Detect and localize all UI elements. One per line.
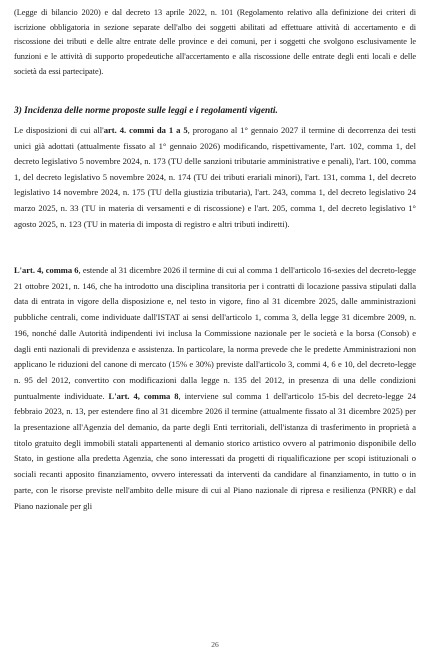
paragraph-art4-commi-6-8	[14, 263, 416, 514]
section-heading: 3) Incidenza delle norme proposte sulle leggi e i regolamenti vigenti.	[14, 106, 278, 116]
intro-paragraph: (Legge di bilancio 2020) e dal decreto 13 aprile 2022, n. 101 (Regolamento relativo alla definizione dei criteri di iscrizione obbligatoria in sezione separate dell'albo dei soggetti abilitati ad effettuare attività di accertamento e di riscossione dei tributi e delle altre entrate delle province e dei comuni, per i soggetti che svolgono esclusivamente le funzioni e le attività di supporto propedeutiche all'accertamento e alla riscossione delle entrate degli enti locali e delle società da essi partecipate).	[14, 8, 416, 76]
paragraph-art4-commi-1-5	[14, 123, 416, 232]
paragraph-text: Le disposizioni di cui all'	[14, 125, 104, 135]
article-reference: art. 4. commi da 1 a 5	[103, 125, 188, 135]
paragraph-text: , prorogano al 1° gennaio 2027 il termine di decorrenza dei testi unici già adottati (attualmente fissato al 1° gennaio 2026) modificando, rispettivamente, l'art. 102, comma 1, del decreto legislativo 5 novembre 2024, n. 173 (TU delle sanzioni tributarie amministrative e penali), l'art. 100, comma 1, del decreto legislativo 5 novembre 2024, n. 174 (TU dei tributi erariali minori), l'art. 131, comma 1, del decreto legislativo 14 novembre 2024, n. 175 (TU della giustizia tributaria), l'art. 243, comma 1, del decreto legislativo 24 marzo 2025, n. 33 (TU in materia di versamenti e di riscossione) e l'art. 205, comma 1, del decreto legislativo 1° agosto 2025, n. 123 (TU in materia di imposta di registro e altri tributi indiretti).	[14, 125, 416, 229]
article-reference: L'art. 4, comma 8	[108, 390, 179, 401]
paragraph-text: , estende al 31 dicembre 2026 il termine di cui al comma 1 dell'articolo 16-sexies del decreto-legge 21 ottobre 2021, n. 146, che ha introdotto una disciplina transitoria per i contratti di locazione passiva stipulati dalla data di entrata in vigore della disposizione e, nel testo in vigore, fino al 31 dicembre 2025, dalle amministrazioni pubbliche centrali, come individuate dall'ISTAT ai sensi dell'articolo 1, comma 3, della legge 31 dicembre 2009, n. 196, nonché dalle Autorità indipendenti ivi inclusa la Commissione nazionale per le società e la borsa (Consob) e dagli enti nazionali di previdenza e assistenza. In particolare, la norma prevede che le predette Amministrazioni non applicano le riduzioni del canone di mercato (15% e 30%) previste dall'articolo 3, commi 4, 6 e 10, del decreto-legge n. 95 del 2012, convertito con modificazioni dalla legge n. 135 del 2012, in presenza di una delle condizioni puntualmente individuate.	[14, 265, 416, 401]
paragraph-text: , interviene sul comma 1 dell'articolo 15-bis del decreto-legge 24 febbraio 2023, n. 13, per estendere fino al 31 dicembre 2026 il termine (attualmente fissato al 31 dicembre 2025) per la presentazione all'Agenzia del demanio, da parte degli Enti territoriali, dell'istanza di trasferimento in proprietà a titolo gratuito degli immobili statali appartenenti al demanio storico artistico ovvero al patrimonio disponibile dello Stato, in gestione alla predetta Agenzia, che sono interessati da progetti di riqualificazione per scopi istituzionali o sociali recanti apposito finanziamento, ovvero interessati da interventi da candidare al finanziamento, in tutto o in parte, con le risorse previste nell'ambito delle misure di cui al Piano nazionale di ripresa e resilienza (PNRR) e dal Piano nazionale per gli	[14, 390, 416, 511]
page-number: 26	[211, 640, 219, 649]
article-reference: L'art. 4, comma 6	[14, 265, 79, 275]
